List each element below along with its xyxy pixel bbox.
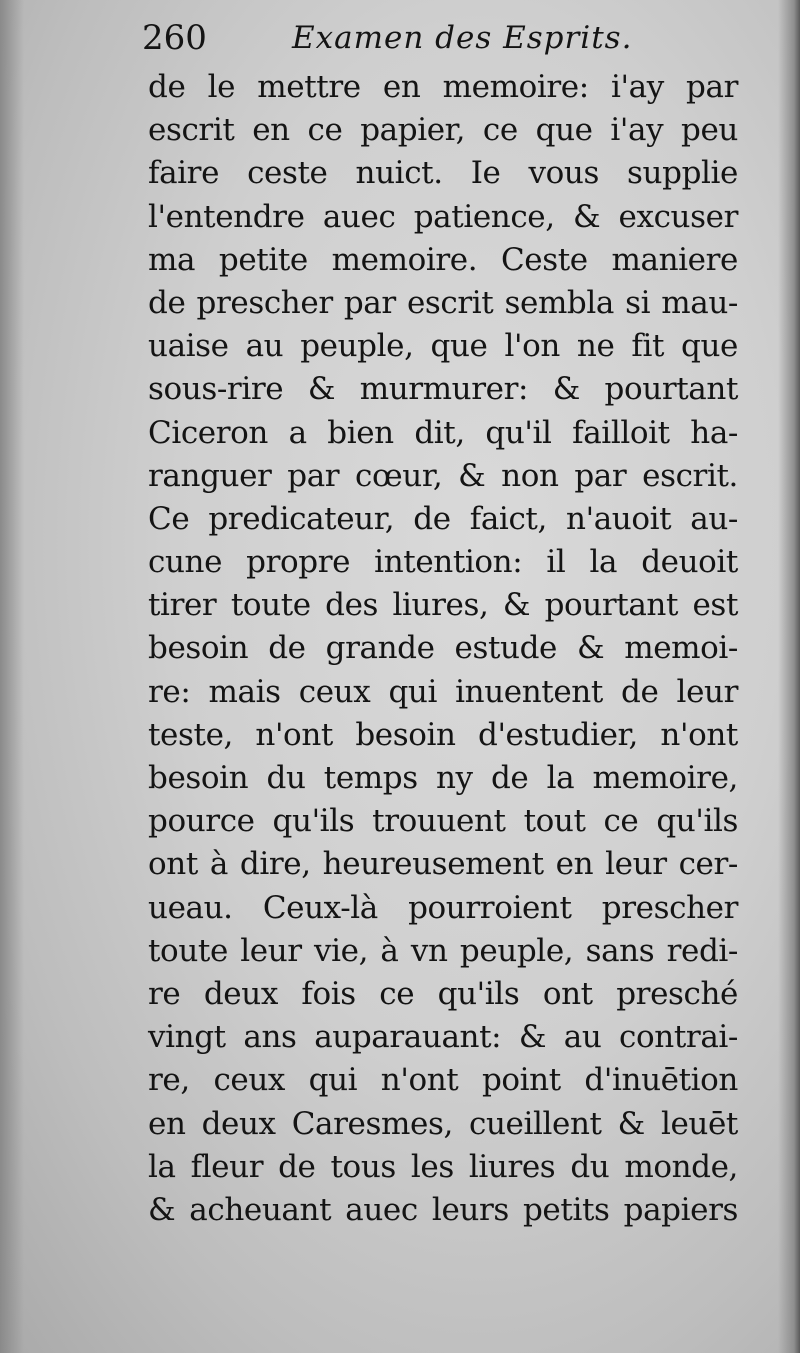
text-line: Ciceron a bien dit, qu'il failloit ha-	[148, 414, 738, 451]
text-line: re deux fois ce qu'ils ont presché	[148, 975, 738, 1012]
text-line: ranguer par cœur, & non par escrit.	[148, 457, 738, 494]
text-line: ueau. Ceux-là pourroient prescher	[148, 889, 738, 926]
text-line: ma petite memoire. Ceste maniere	[148, 241, 738, 278]
text-line: en deux Caresmes, cueillent & leuēt	[148, 1105, 738, 1142]
body-text	[148, 66, 738, 1232]
text-line: re: mais ceux qui inuentent de leur	[148, 673, 738, 710]
text-line: re, ceux qui n'ont point d'inuētion	[148, 1062, 738, 1099]
text-line: faire ceste nuict. Ie vous supplie	[148, 155, 738, 192]
text-line: besoin du temps ny de la memoire,	[148, 760, 738, 796]
text-line: Ce predicateur, de faict, n'auoit au-	[148, 500, 738, 537]
text-line: sous-rire & murmurer: & pourtant	[148, 371, 738, 408]
text-line: de le mettre en memoire: i'ay par	[148, 69, 738, 105]
text-line: cune propre intention: il la deuoit	[148, 544, 738, 581]
text-line: tirer toute des liures, & pourtant est	[148, 587, 738, 624]
text-line: besoin de grande estude & memoi-	[148, 630, 738, 667]
text-line: l'entendre auec patience, & excuser	[148, 198, 738, 235]
page-number: 260	[142, 18, 207, 58]
text-line: uaise au peuple, que l'on ne fit que	[148, 328, 738, 365]
text-line: de prescher par escrit sembla si mau-	[148, 284, 738, 321]
running-title: Examen des Esprits.	[292, 20, 633, 56]
page-gutter-shadow	[0, 0, 24, 1353]
text-line: toute leur vie, à vn peuple, sans redi-	[148, 932, 738, 969]
text-line: & acheuant auec leurs petits papiers	[148, 1191, 738, 1228]
text-line: pource qu'ils trouuent tout ce qu'ils	[148, 803, 738, 840]
text-line: vingt ans auparauant: & au contrai-	[148, 1019, 738, 1056]
text-line: escrit en ce papier, ce que i'ay peu	[148, 112, 738, 149]
text-line: ont à dire, heureusement en leur cer-	[148, 846, 738, 883]
text-line: teste, n'ont besoin d'estudier, n'ont	[148, 716, 738, 753]
page-edge	[778, 0, 800, 1353]
running-header	[142, 14, 642, 64]
text-line: la fleur de tous les liures du monde,	[148, 1148, 738, 1185]
